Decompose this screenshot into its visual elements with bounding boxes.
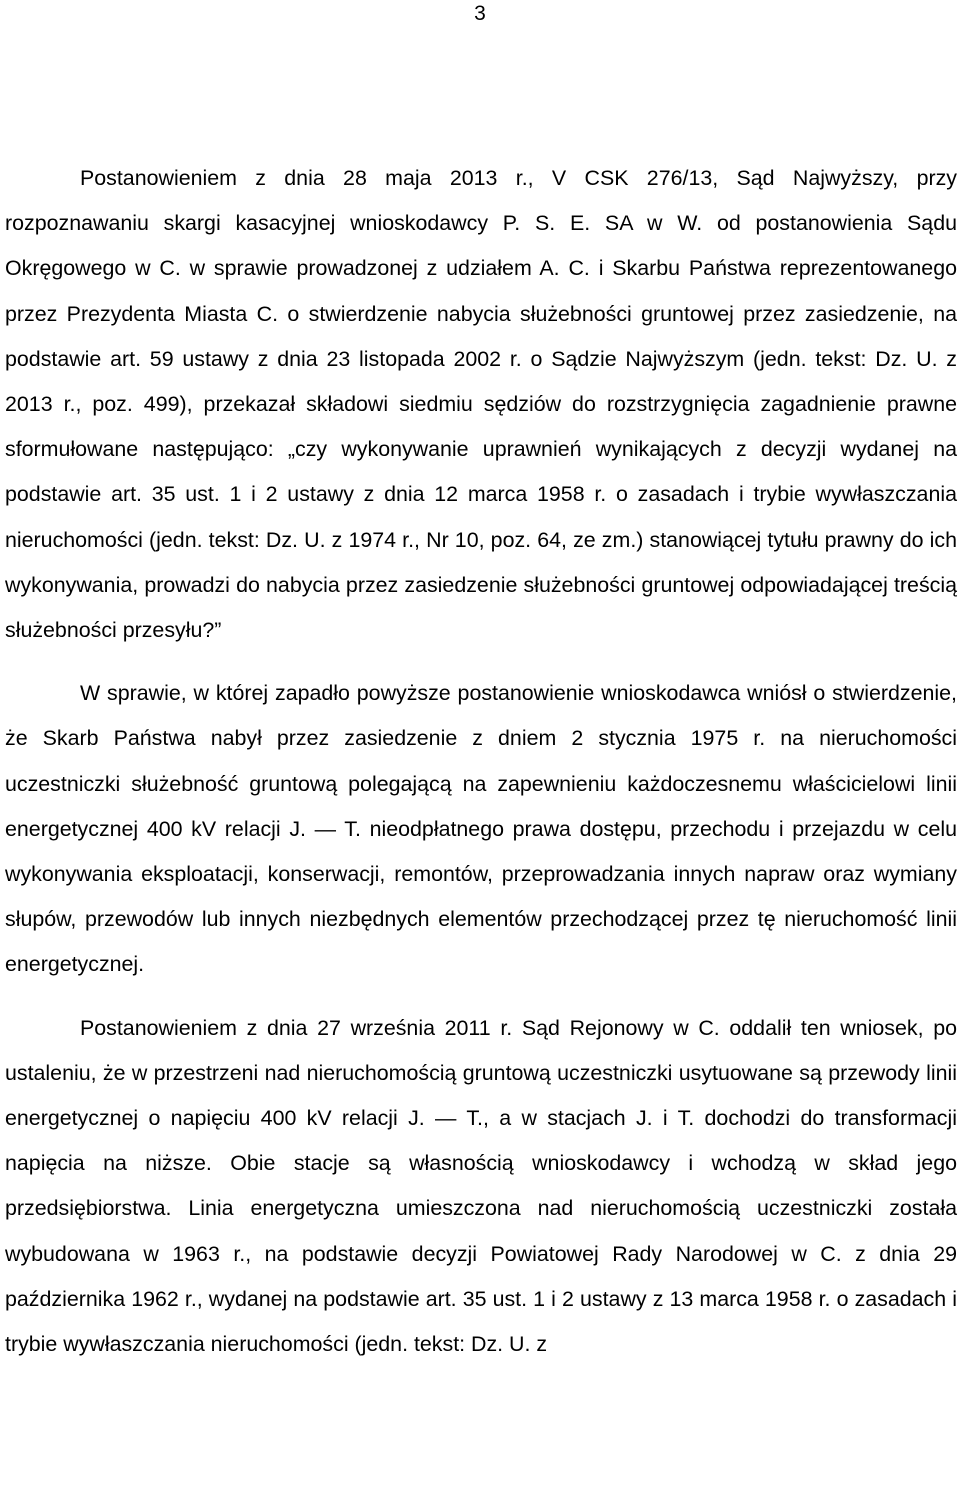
document-body xyxy=(5,156,957,1367)
paragraph-district-court-ruling: Postanowieniem z dnia 27 września 2011 r. Sąd Rejonowy w C. oddalił ten wniosek, po ustaleniu, że w przestrzeni nad nieruchomością gruntową uczestniczki usytuowane są przewody linii energetycznej o napięciu 400 kV relacji J. — T., a w stacjach J. i T. dochodzi do transformacji napięcia na niższe. Obie stacje są własnością wnioskodawcy i wchodzą w skład jego przedsiębiorstwa. Linia energetyczna umieszczona nad nieruchomością uczestniczki została wybudowana w 1963 r., na podstawie decyzji Powiatowej Rady Narodowej w C. z dnia 29 października 1962 r., wydanej na podstawie art. 35 ust. 1 i 2 ustawy z 13 marca 1958 r. o zasadach i trybie wywłaszczania nieruchomości (jedn. tekst: Dz. U. z xyxy=(5,1015,957,1357)
paragraph-case-background: W sprawie, w której zapadło powyższe postanowienie wnioskodawca wniósł o stwierdzenie, że Skarb Państwa nabył przez zasiedzenie z dniem 2 stycznia 1975 r. na nieruchomości uczestniczki służebność gruntową polegającą na zapewnieniu każdoczesnemu właścicielowi linii energetycznej 400 kV relacji J. — T. nieodpłatnego prawa dostępu, przechodu i przejazdu w celu wykonywania eksploatacji, konserwacji, remontów, przeprowadzania innych napraw oraz wymiany słupów, przewodów lub innych niezbędnych elementów przechodzącej przez tę nieruchomość linii energetycznej. xyxy=(5,681,957,977)
paragraph-resolution-supreme-court: Postanowieniem z dnia 28 maja 2013 r., V CSK 276/13, Sąd Najwyższy, przy rozpoznawaniu skargi kasacyjnej wnioskodawcy P. S. E. SA w W. od postanowienia Sądu Okręgowego w C. w sprawie prowadzonej z udziałem A. C. i Skarbu Państwa reprezentowanego przez Prezydenta Miasta C. o stwierdzenie nabycia służebności gruntowej przez zasiedzenie, na podstawie art. 59 ustawy z dnia 23 listopada 2002 r. o Sądzie Najwyższym (jedn. tekst: Dz. U. z 2013 r., poz. 499), przekazał składowi siedmiu sędziów do rozstrzygnięcia zagadnienie prawne sformułowane następująco: „czy wykonywanie uprawnień wynikających z decyzji wydanej na podstawie art. 35 ust. 1 i 2 ustawy z dnia 12 marca 1958 r. o zasadach i trybie wywłaszczania nieruchomości (jedn. tekst: Dz. U. z 1974 r., Nr 10, poz. 64, ze zm.) stanowiącej tytułu prawny do ich wykonywania, prowadzi do nabycia przez zasiedzenie służebności gruntowej odpowiadającej treścią służebności przesyłu?” xyxy=(5,166,957,643)
page-number: 3 xyxy=(474,2,486,25)
